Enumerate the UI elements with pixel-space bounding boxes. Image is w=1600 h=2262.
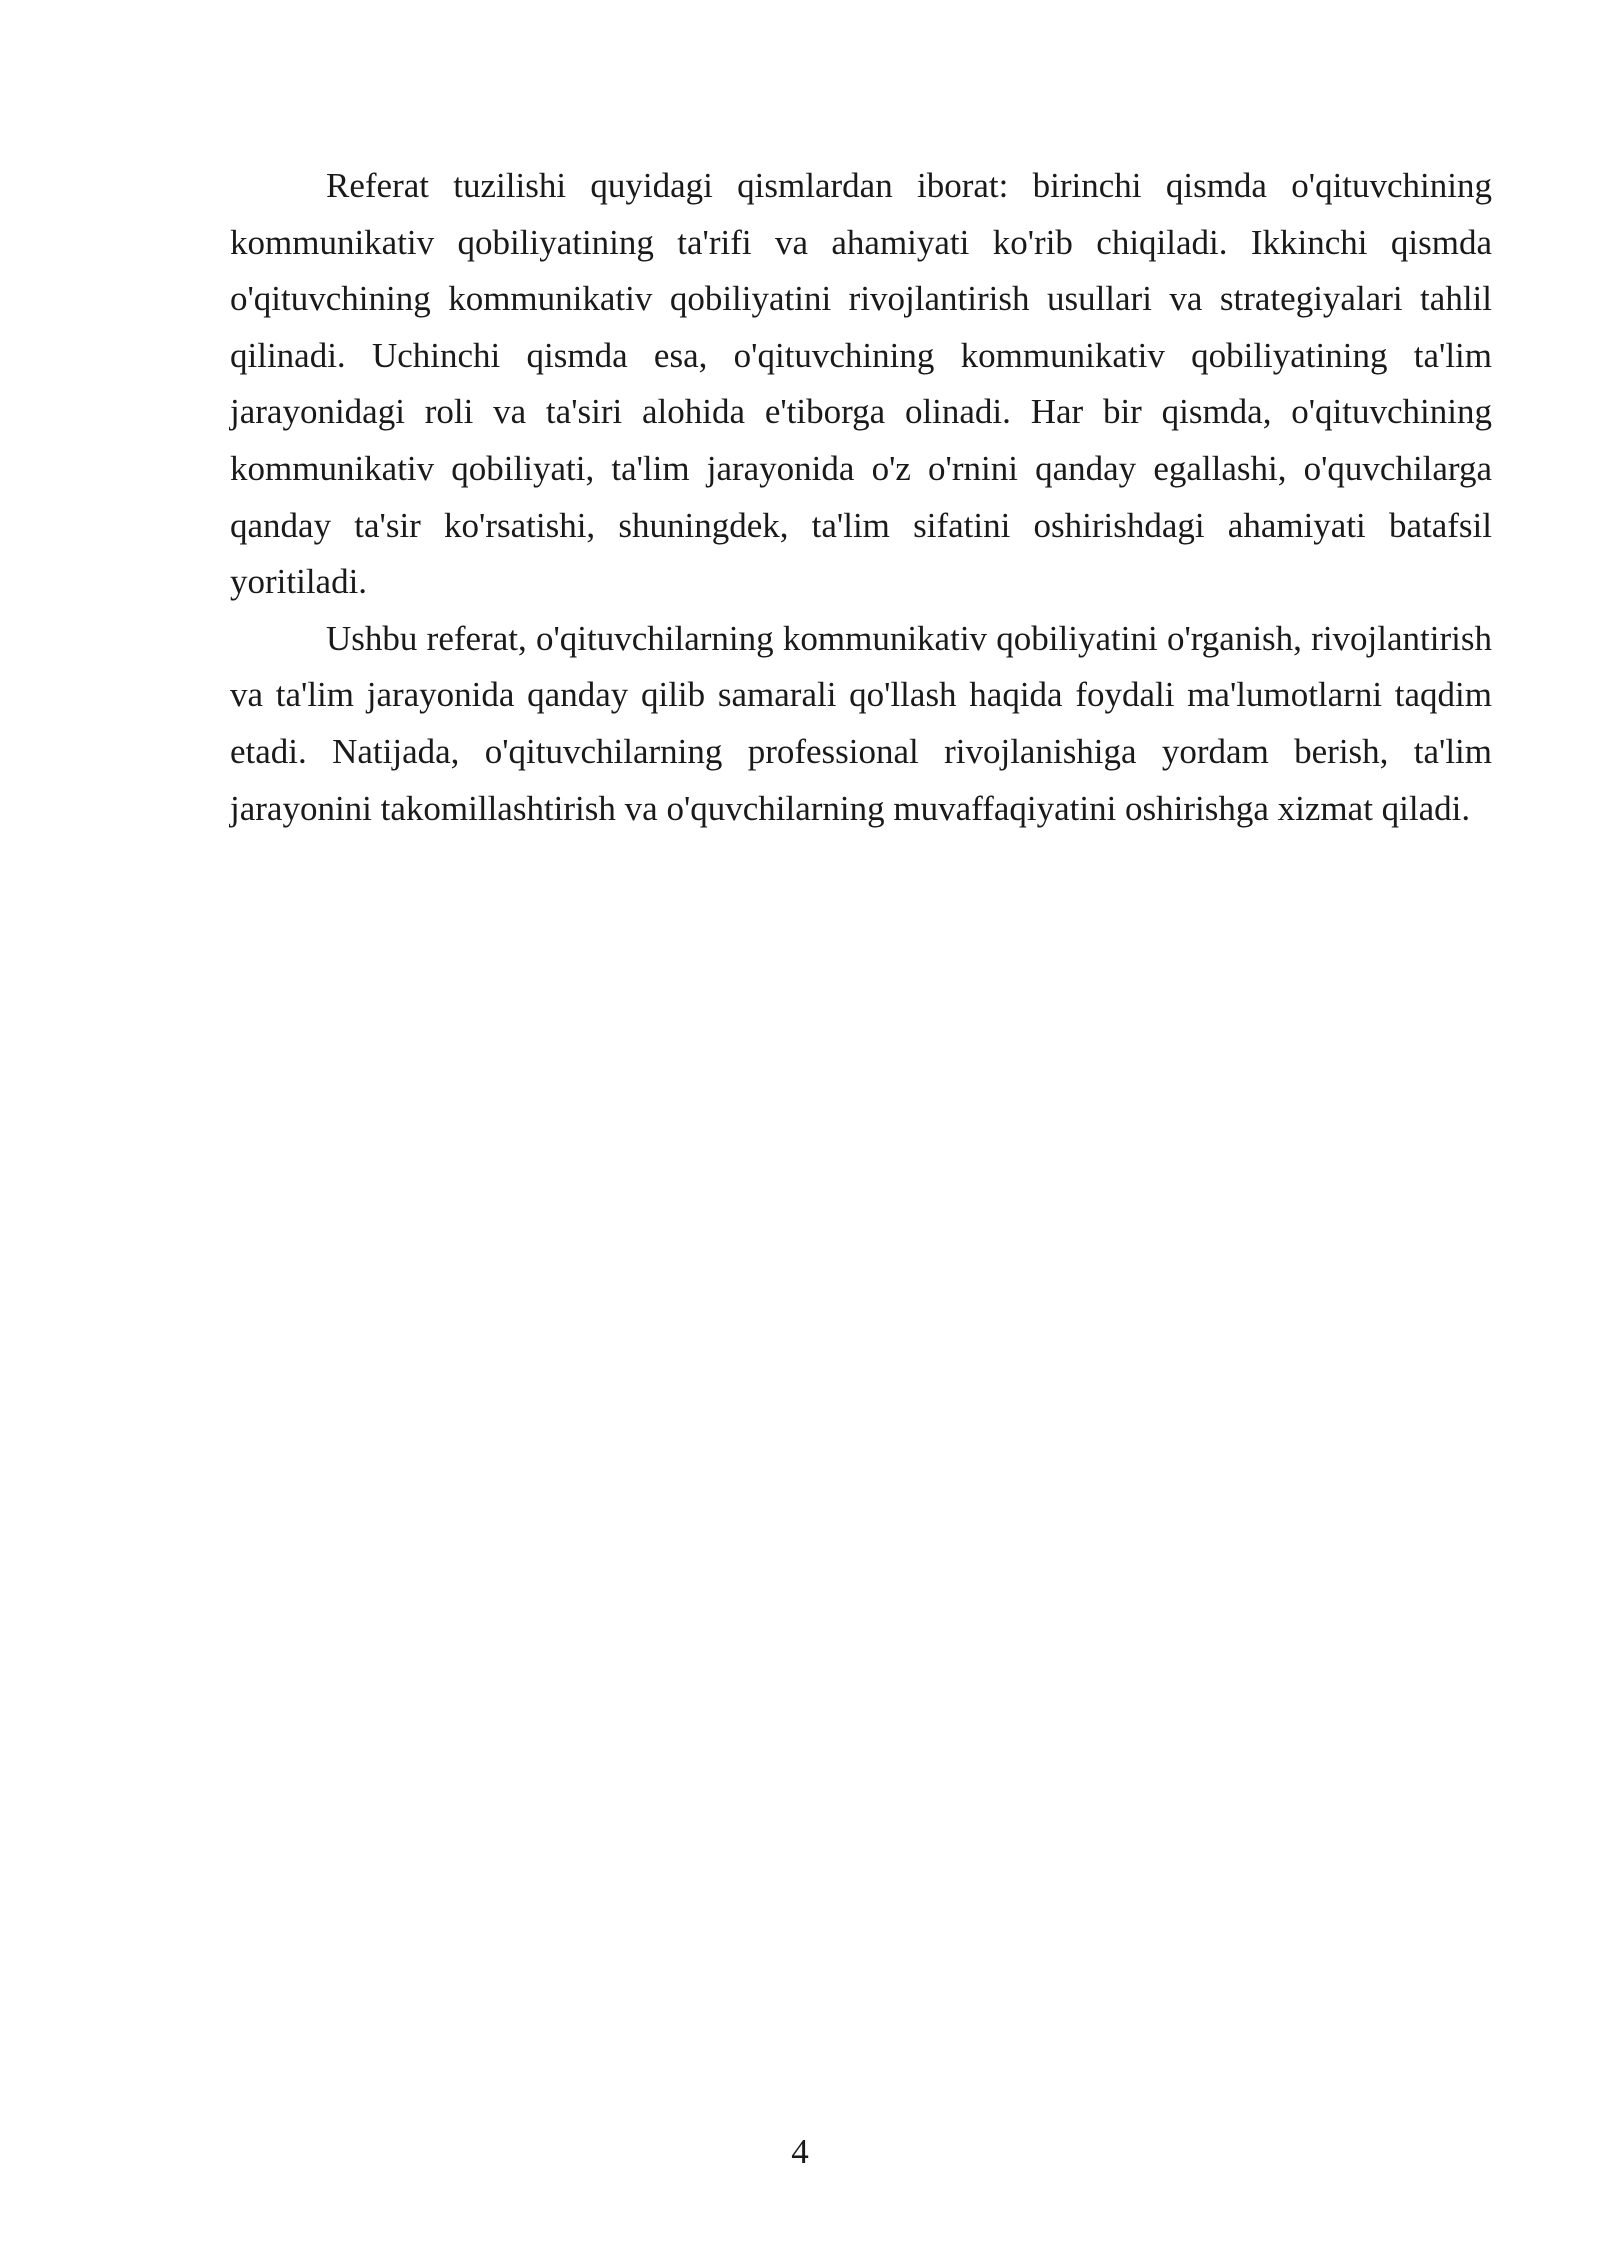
paragraph-2: Ushbu referat, o'qituvchilarning kommunikativ qobiliyatini o'rganish, rivojlantirish va ta'lim jarayonida qanday qilib samarali qo'llash haqida foydali ma'lumotlarni taqdim etadi. Natijada, o'qituvchilarning professional rivojlanishiga yordam berish, ta'lim jarayonini takomillashtirish va o'quvchilarning muvaffaqiyatini oshirishga xizmat qiladi. — [230, 618, 1492, 828]
body-text — [230, 158, 1492, 837]
paragraph-1: Referat tuzilishi quyidagi qismlardan iborat: birinchi qismda o'qituvchining kommunikativ qobiliyatining ta'rifi va ahamiyati ko'rib chiqiladi. Ikkinchi qismda o'qituvchining kommunikativ qobiliyatini rivojlantirish usullari va strategiyalari tahlil qilinadi. Uchinchi qismda esa, o'qituvchining kommunikativ qobiliyatining ta'lim jarayonidagi roli va ta'siri alohida e'tiborga olinadi. Har bir qismda, o'qituvchining kommunikativ qobiliyati, ta'lim jarayonida o'z o'rnini qanday egallashi, o'quvchilarga qanday ta'sir ko'rsatishi, shuningdek, ta'lim sifatini oshirishdagi ahamiyati batafsil yoritiladi. — [230, 166, 1492, 602]
page-number: 4 — [791, 2132, 809, 2171]
